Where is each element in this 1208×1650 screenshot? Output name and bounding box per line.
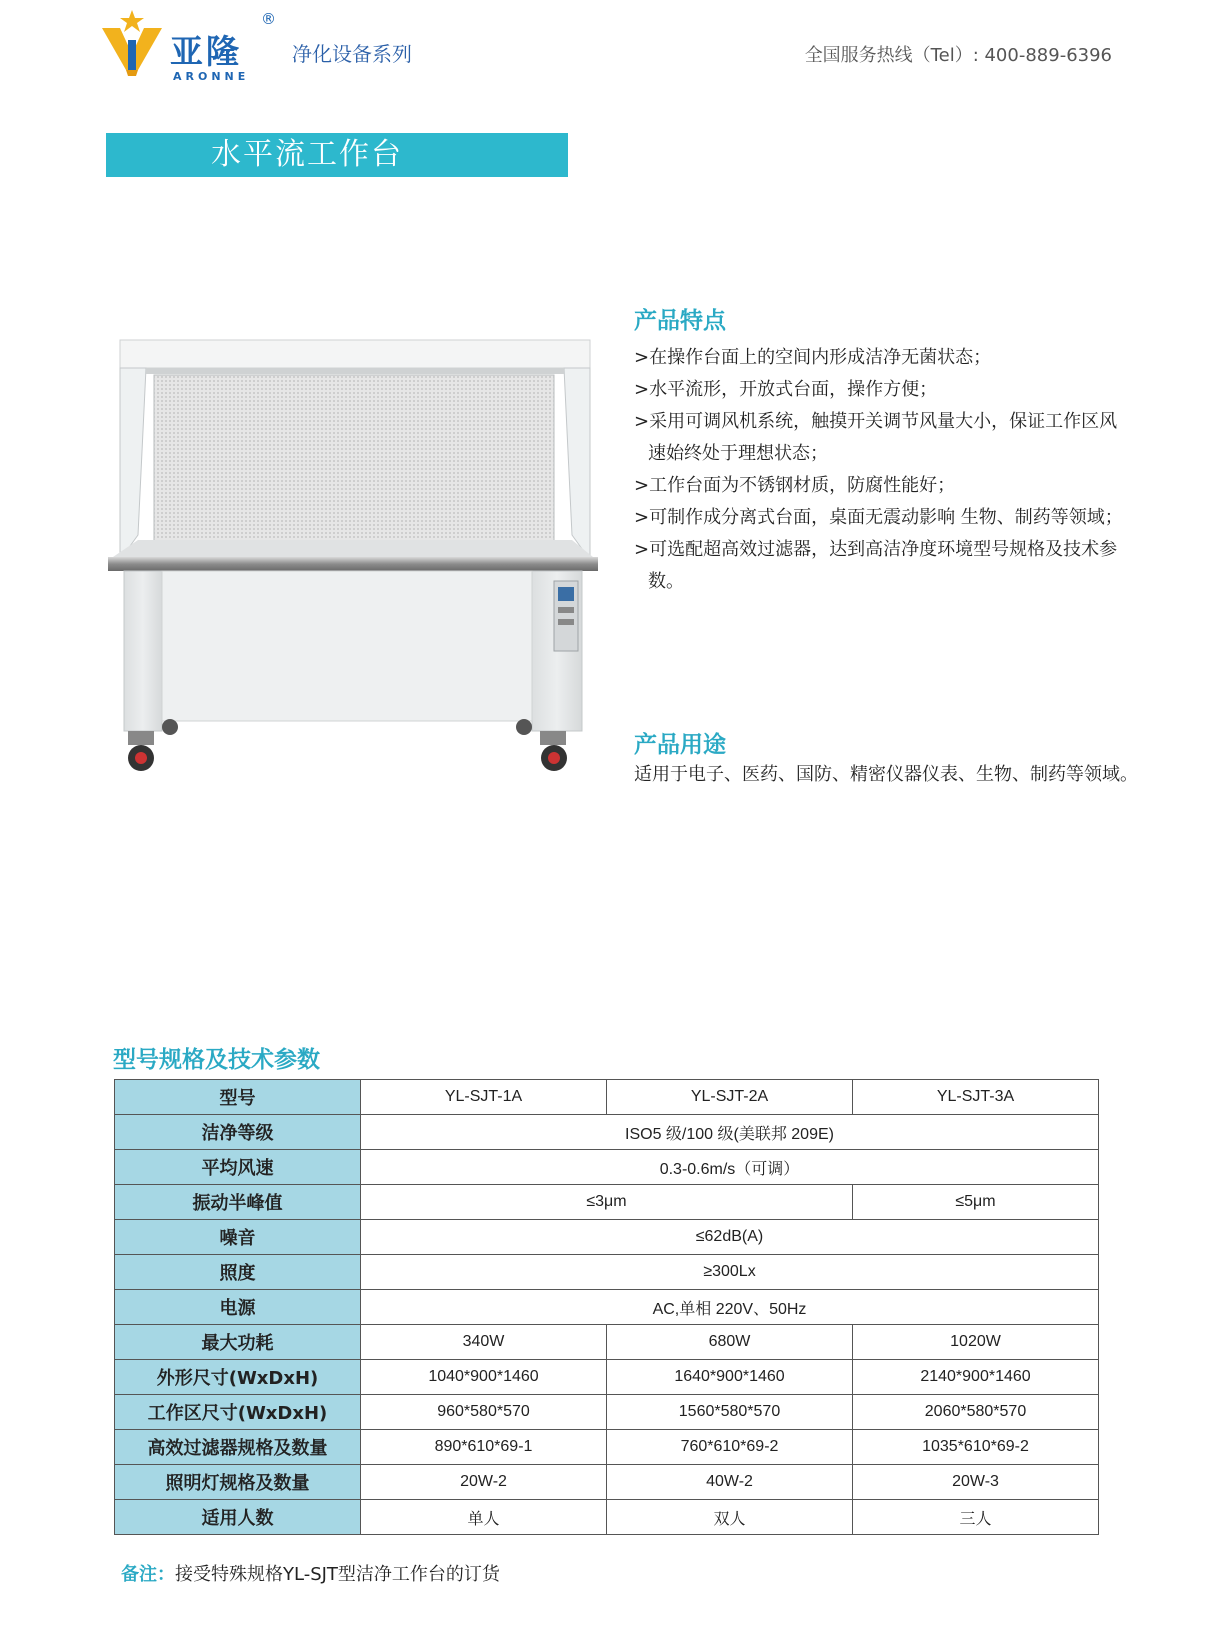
- row-label: 照度: [115, 1255, 361, 1290]
- table-row: [115, 1325, 1099, 1360]
- table-cell: 20W-3: [853, 1465, 1099, 1500]
- product-image: [108, 335, 648, 810]
- brand-name-en: ARONNE: [173, 70, 250, 83]
- row-label: 最大功耗: [115, 1325, 361, 1360]
- registered-mark: ®: [261, 10, 276, 28]
- brand-logo: [100, 10, 280, 82]
- footnote-text: 接受特殊规格YL-SJT型洁净工作台的订货: [175, 1564, 500, 1585]
- feature-item: >可选配超高效过滤器，达到高洁净度环境型号规格及技术参数。: [634, 539, 1118, 592]
- footnote: [121, 1560, 500, 1586]
- table-row: [115, 1290, 1099, 1325]
- table-row: [115, 1220, 1099, 1255]
- series-label: 净化设备系列: [292, 42, 412, 66]
- table-row: [115, 1430, 1099, 1465]
- feature-item: >可制作成分离式台面，桌面无震动影响 生物、制药等领域；: [634, 507, 1123, 528]
- table-cell: YL-SJT-1A: [361, 1080, 607, 1115]
- table-cell: YL-SJT-3A: [853, 1080, 1099, 1115]
- feature-item: >水平流形，开放式台面，操作方便；: [634, 379, 938, 400]
- table-cell: 0.3-0.6m/s（可调）: [361, 1150, 1099, 1185]
- table-cell: AC,单相 220V、50Hz: [361, 1290, 1099, 1325]
- row-label: 振动半峰值: [115, 1185, 361, 1220]
- table-row: [115, 1115, 1099, 1150]
- table-cell: 双人: [607, 1500, 853, 1535]
- brand-name-cn: 亚隆: [170, 32, 242, 71]
- table-cell: 1020W: [853, 1325, 1099, 1360]
- table-cell: 1040*900*1460: [361, 1360, 607, 1395]
- row-label: 噪音: [115, 1220, 361, 1255]
- footnote-key: 备注：: [121, 1564, 175, 1585]
- row-label: 高效过滤器规格及数量: [115, 1430, 361, 1465]
- table-row: [115, 1360, 1099, 1395]
- feature-item: >工作台面为不锈钢材质，防腐性能好；: [634, 475, 956, 496]
- table-row: [115, 1395, 1099, 1430]
- row-label: 适用人数: [115, 1500, 361, 1535]
- table-cell: 20W-2: [361, 1465, 607, 1500]
- table-row: [115, 1465, 1099, 1500]
- table-cell: 1560*580*570: [607, 1395, 853, 1430]
- table-row: [115, 1255, 1099, 1290]
- spec-table: [114, 1079, 1099, 1535]
- table-cell: 2140*900*1460: [853, 1360, 1099, 1395]
- table-cell: 2060*580*570: [853, 1395, 1099, 1430]
- features-list: [634, 342, 1134, 598]
- table-cell: 890*610*69-1: [361, 1430, 607, 1465]
- table-cell: 单人: [361, 1500, 607, 1535]
- table-cell: 340W: [361, 1325, 607, 1360]
- row-label: 外形尺寸(WxDxH): [115, 1360, 361, 1395]
- row-label: 电源: [115, 1290, 361, 1325]
- table-cell: ≤3μm: [361, 1185, 853, 1220]
- table-cell: 三人: [853, 1500, 1099, 1535]
- row-label: 照明灯规格及数量: [115, 1465, 361, 1500]
- table-cell: 680W: [607, 1325, 853, 1360]
- row-label: 型号: [115, 1080, 361, 1115]
- table-cell: ISO5 级/100 级(美联邦 209E): [361, 1115, 1099, 1150]
- feature-item: >在操作台面上的空间内形成洁净无菌状态；: [634, 347, 992, 368]
- logo-mark-icon: [100, 10, 164, 78]
- table-cell: 760*610*69-2: [607, 1430, 853, 1465]
- usage-heading: 产品用途: [634, 732, 726, 758]
- workbench-illustration: [108, 335, 648, 810]
- page-title: 水平流工作台: [106, 133, 568, 177]
- row-label: 工作区尺寸(WxDxH): [115, 1395, 361, 1430]
- table-cell: 1640*900*1460: [607, 1360, 853, 1395]
- usage-text: 适用于电子、医药、国防、精密仪器仪表、生物、制药等领域。: [634, 764, 1138, 785]
- features-heading: 产品特点: [634, 308, 726, 334]
- service-hotline: 全国服务热线（Tel）: 400-889-6396: [804, 45, 1112, 66]
- table-cell: YL-SJT-2A: [607, 1080, 853, 1115]
- table-row: [115, 1185, 1099, 1220]
- row-label: 洁净等级: [115, 1115, 361, 1150]
- table-cell: ≤62dB(A): [361, 1220, 1099, 1255]
- table-row: [115, 1500, 1099, 1535]
- specs-heading: 型号规格及技术参数: [113, 1047, 320, 1073]
- row-label: 平均风速: [115, 1150, 361, 1185]
- feature-item: >采用可调风机系统，触摸开关调节风量大小，保证工作区风速始终处于理想状态；: [634, 411, 1118, 464]
- table-row: [115, 1150, 1099, 1185]
- table-cell: 1035*610*69-2: [853, 1430, 1099, 1465]
- table-cell: ≤5μm: [853, 1185, 1099, 1220]
- table-cell: 960*580*570: [361, 1395, 607, 1430]
- table-row: [115, 1080, 1099, 1115]
- table-cell: 40W-2: [607, 1465, 853, 1500]
- table-cell: ≥300Lx: [361, 1255, 1099, 1290]
